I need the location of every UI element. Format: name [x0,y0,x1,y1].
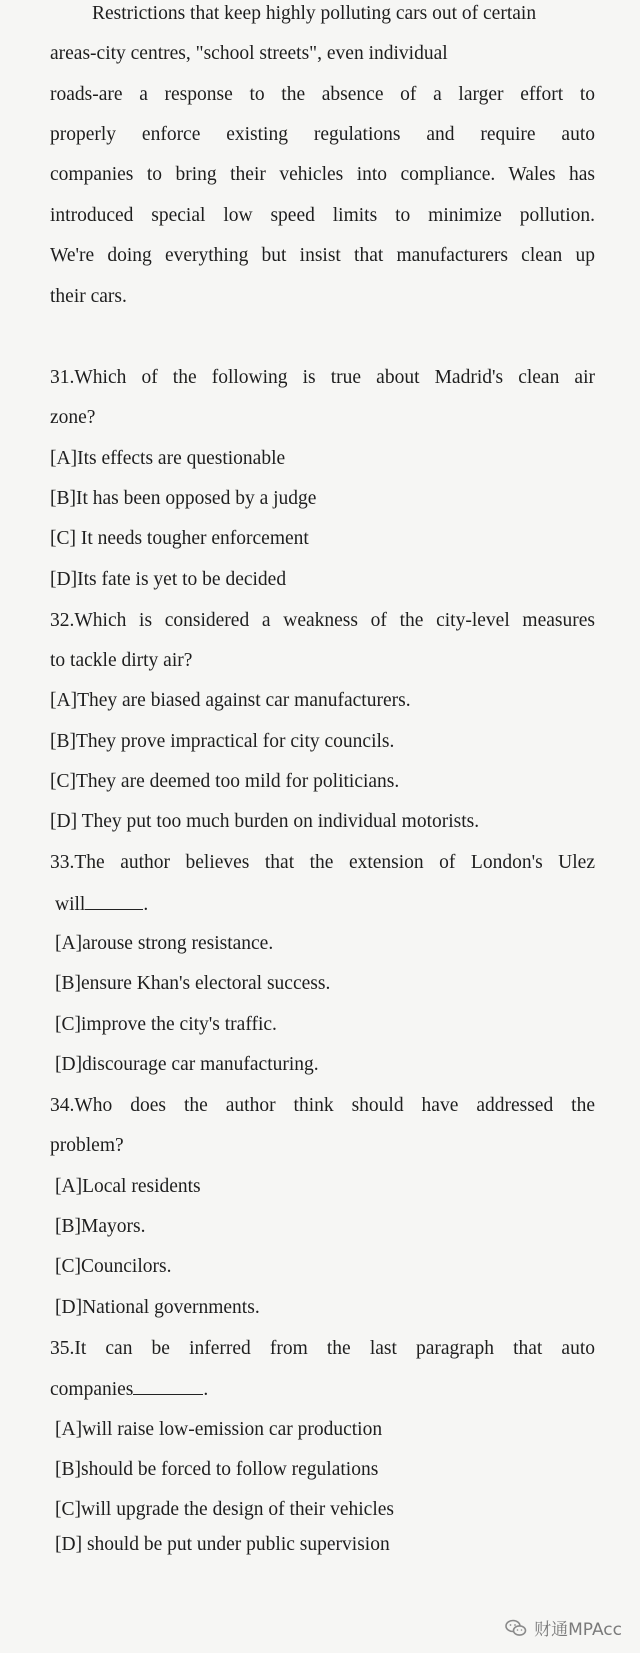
question-stem: to tackle dirty air? [50,650,193,671]
option-a: [A]will raise low-emission car production [55,1419,383,1440]
option-c: [C]They are deemed too mild for politicians. [50,771,400,792]
option-d: [D]Its fate is yet to be decided [50,569,287,590]
answer-blank [85,891,143,910]
option-c: [C]improve the city's traffic. [55,1014,277,1035]
passage-line: roads-are a response to the absence of a larger effort to [50,84,595,105]
option-d: [D]discourage car manufacturing. [55,1054,319,1075]
option-b: [B]ensure Khan's electoral success. [55,973,331,994]
option-b: [B]It has been opposed by a judge [50,488,317,509]
option-a: [A]Local residents [55,1176,201,1197]
option-c: [C]will upgrade the design of their vehicles [55,1499,394,1520]
passage-line: We're doing everything but insist that manufacturers clean up [50,245,595,266]
option-d: [D] should be put under public supervision [55,1534,390,1555]
option-a: [A]They are biased against car manufacturers. [50,690,411,711]
watermark [504,1615,622,1640]
option-a: [A]Its effects are questionable [50,448,286,469]
option-d: [D]National governments. [55,1297,260,1318]
question-stem: 32.Which is considered a weakness of the city-level measures [50,610,595,631]
question-stem: will [55,894,86,915]
option-a: [A]arouse strong resistance. [55,933,274,954]
watermark-text: 财通MPAcc [534,1620,622,1640]
passage-line: Restrictions that keep highly polluting cars out of certain [92,3,537,24]
option-b: [B]should be forced to follow regulations [55,1459,379,1480]
passage-line: introduced special low speed limits to minimize pollution. [50,205,595,226]
wechat-icon [504,1616,528,1640]
option-d: [D] They put too much burden on individual motorists. [50,811,480,832]
question-stem: 34.Who does the author think should have addressed the [50,1095,595,1116]
passage-line: their cars. [50,286,127,307]
question-stem-line2: companies . [50,1376,595,1403]
question-stem: 33.The author believes that the extension of London's Ulez [50,852,595,873]
question-stem: problem? [50,1135,124,1156]
answer-blank [133,1376,203,1395]
option-b: [B]Mayors. [55,1216,146,1237]
passage-line: properly enforce existing regulations and require auto [50,124,595,145]
question-stem: zone? [50,407,96,428]
option-c: [C] It needs tougher enforcement [50,528,309,549]
option-b: [B]They prove impractical for city councils. [50,731,395,752]
question-stem: 31.Which of the following is true about Madrid's clean air [50,367,595,388]
question-stem-line2: will . [55,891,600,918]
passage-line: companies to bring their vehicles into compliance. Wales has [50,164,595,185]
question-stem: companies [50,1379,134,1400]
question-stem: 35.It can be inferred from the last paragraph that auto [50,1338,595,1359]
passage-line: areas-city centres, "school streets", even individual [50,43,448,64]
option-c: [C]Councilors. [55,1256,172,1277]
